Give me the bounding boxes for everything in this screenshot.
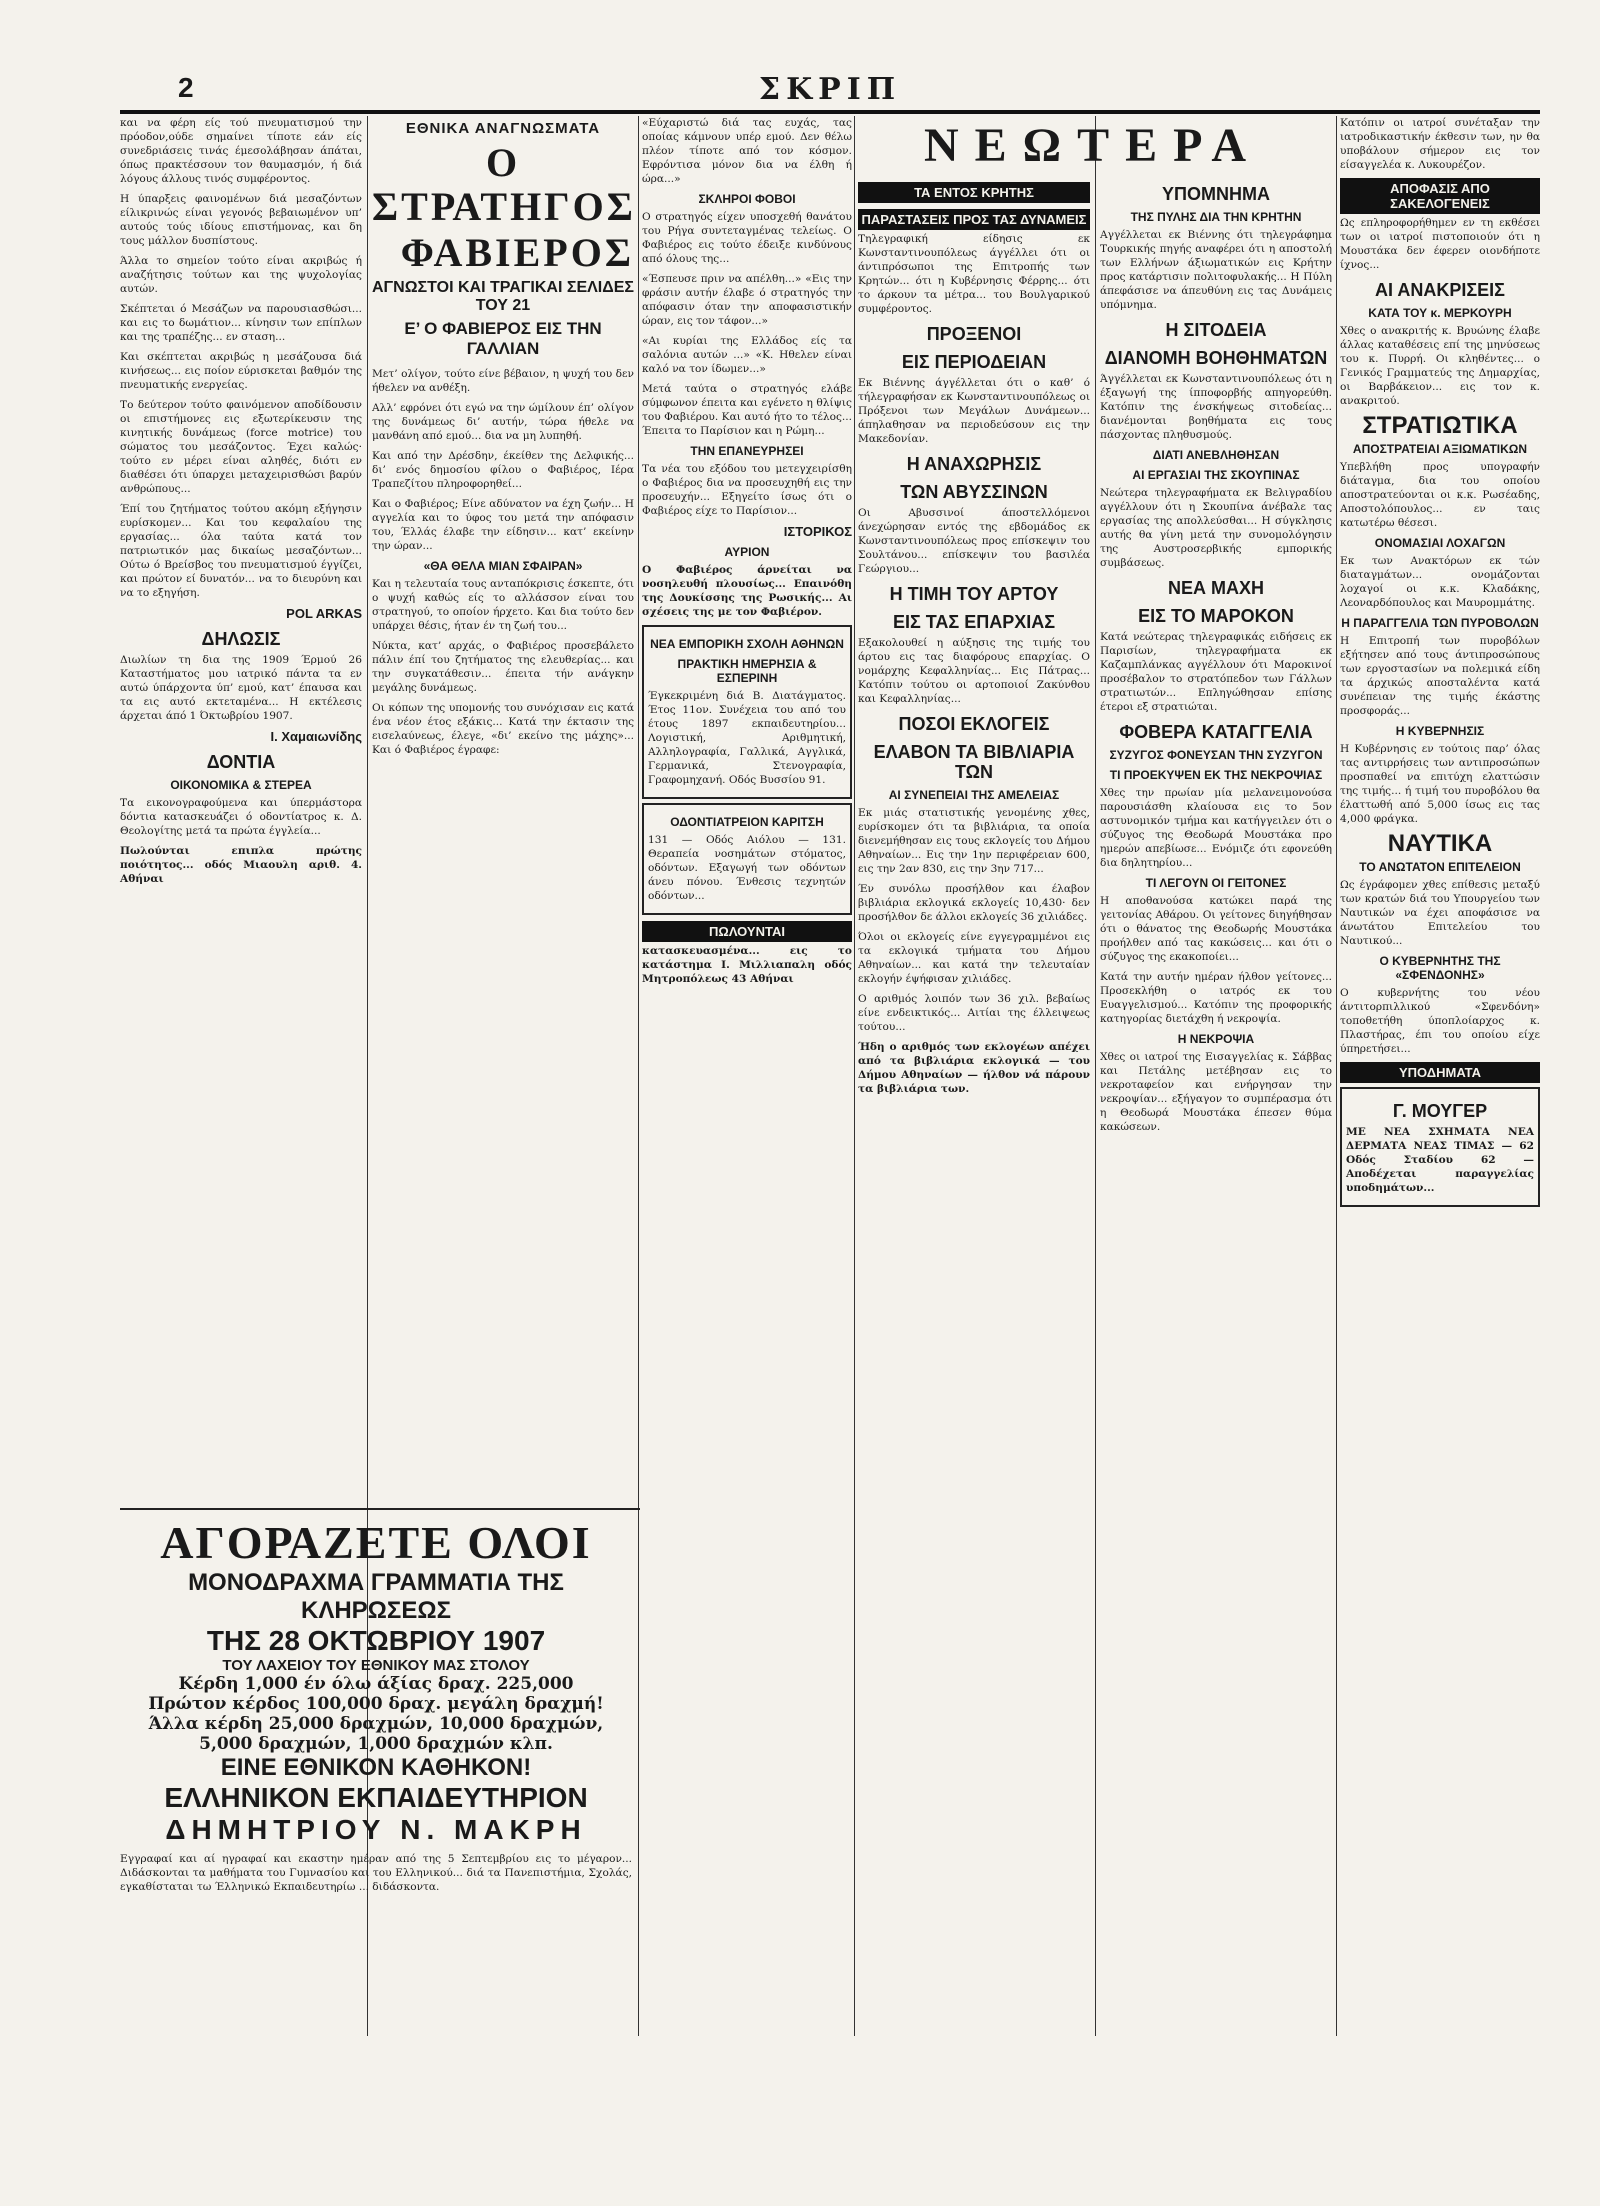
subheadline: ΣΚΛΗΡΟΙ ΦΟΒΟΙ [698, 192, 796, 206]
subheadline: ΔΙΑΤΙ ΑΝΕΒΛΗΘΗΣΑΝ [1152, 448, 1280, 462]
ad-subheadline: ΜΟΝΟΔΡΑΧΜΑ ΓΡΑΜΜΑΤΙΑ ΤΗΣ ΚΛΗΡΩΣΕΩΣ [188, 1569, 564, 1624]
column-divider [1336, 116, 1337, 2036]
lottery-ad [120, 1516, 632, 1900]
ad-text: ΜΕ ΝΕΑ ΣΧΗΜΑΤΑ ΝΕΑ ΔΕΡΜΑΤΑ ΝΕΑΣ ΤΙΜΑΣ — 62 Οδός Σταδίου 62 — Αποδέχεται παραγγελίας υποδημάτων... [1346, 1126, 1534, 1194]
body-text: Και ο Φαβιέρος; Είνε αδύνατον να έχη ζωήν... Η αγγελία και το ύφος του μετά την απόφασιν του, Έλλάς έλαβε την είδησιν... κατ’ εκείνην την ώραν... [372, 498, 634, 552]
ad-text: Εγγραφαί και αί ηγραφαί και εκαστην ημέραν από της 5 Σεπτεμβρίου εις το μέγαρον... Διδάσκονται τα μαθήματα του Γυμνασίου και του Ελληνικού... διά τα Πανεπιστήμια, Σχολάς, εγκαθίσταται τω Έλληνικώ Εκπαιδευτηρίω ... διδάσκοντα. [120, 1853, 632, 1893]
headline: ΤΑ ΕΝΤΟΣ ΚΡΗΤΗΣ [858, 182, 1090, 203]
ad-text: κατασκευασμένα... εις το κατάστημα Ι. Μιλλιαπαλη οδός Μητροπόλεως 43 Αθήναι [642, 945, 852, 985]
ad-box [1340, 1087, 1540, 1207]
body-text: Διωλίων τη δια της 1909 Έρμού 26 Καταστήματος μου ιατρικό πάντα τα εν αυτώ ύπάρχοντα ύπ’ εμού, κατ’ έπαυσα και τα εις αυτό εκτεταμένα... Η εκτέλεσις άρχεται άπό 1 Όκτωβρίου 1907. [120, 654, 362, 722]
subheadline: ΑΙ ΣΥΝΕΠΕΙΑΙ ΤΗΣ ΑΜΕΛΕΙΑΣ [888, 788, 1060, 802]
ad-subheadline: ΤΗΣ 28 ΟΚΤΩΒΡΙΟΥ 1907 [206, 1625, 546, 1656]
headline: ΤΩΝ ΑΒΥΣΣΙΝΩΝ [900, 482, 1048, 502]
subheadline: ΟΝΟΜΑΣΙΑΙ ΛΟΧΑΓΩΝ [1374, 536, 1506, 550]
headline: Η ΣΙΤΟΔΕΙΑ [1165, 320, 1267, 340]
body-text: Νύκτα, κατ’ αρχάς, ο Φαβιέρος προσεβάλετο πάλιν έπί του ζητήματος της ελευθερίας... και την συγκατάθεσιν... έπειτα τήν ανάγκην μεγάλης δυνάμεως. [372, 640, 634, 694]
body-text: Και η τελευταία τους ανταπόκρισις έσκεπτε, ότι ο ψυχή καθώς είς το αλλάσσον είναι του στρατηγού, το οποίον ήρχετο. Και δια τούτο δεν υπάρχει θέσις, ήταν έν τη ζωή του... [372, 578, 634, 632]
body-text: Εκ μιάς στατιστικής γενομένης χθες, ευρίσκομεν ότι τα βιβλιάρια, τα οποία διενεμήθησαν εις τους εκλογείς του Δήμου Αθηναίων... Εις την 1ην περιφέρειαν 600, εις την 2αν 830, εις την 3ην 717... [858, 807, 1090, 875]
ad-text: Έγκεκριμένη διά Β. Διατάγματος. Έτος 11ον. Συνέχεια του από του έτους 1897 εκπαιδευτηρίου... Λογιστική, Αριθμητική, Αλληλογραφία, Γαλλικά, Αγγλικά, Γερμανικά, Στενογραφία, Γραφομηχανή. Οδός Βυσσίου 91. [648, 690, 846, 786]
subheadline: ΚΑΤΑ ΤΟΥ κ. ΜΕΡΚΟΥΡΗ [1368, 306, 1512, 320]
ad-text: Πρώτον κέρδος 100,000 δραχ. μεγάλη δραχμή! [148, 1694, 604, 1714]
headline: Η ΑΝΑΧΩΡΗΣΙΣ [906, 454, 1042, 474]
ad-box [642, 803, 852, 915]
body-text: «Έσπευσε πριν να απέλθη...» «Εις την φράσιν αυτήν έλαβε ό στρατηγός την απόφασιν όταν την αποφασιστικήν ώραν, εις τον τάφον...» [642, 273, 852, 327]
section-headline: ΝΕΩΤΕΡΑ [923, 119, 1263, 172]
column-6 [1340, 116, 1540, 2126]
headline: ΕΙΣ ΤΟ ΜΑΡΟΚΟΝ [1138, 606, 1294, 626]
subheadline: Ε’ Ο ΦΑΒΙΕΡΟΣ ΕΙΣ ΤΗΝ ΓΑΛΛΙΑΝ [404, 319, 602, 358]
signature: ΙΣΤΟΡΙΚΟΣ [783, 524, 852, 539]
ad-text: ΤΟΥ ΛΑΧΕΙΟΥ ΤΟΥ ΕΘΝΙΚΟΥ ΜΑΣ ΣΤΟΛΟΥ [222, 1657, 530, 1674]
signature: Ι. Χαμαιωνίδης [270, 729, 362, 744]
signature: POL ARKAS [286, 606, 362, 621]
subheadline: ΤΙ ΛΕΓΟΥΝ ΟΙ ΓΕΙΤΟΝΕΣ [1145, 876, 1287, 890]
subheadline: ΣΥΖΥΓΟΣ ΦΟΝΕΥΣΑΝ ΤΗΝ ΣΥΖΥΓΟΝ [1109, 748, 1323, 762]
body-text: Τα νέα του εξόδου του μετεγχειρίσθη ο Φαβιέρος δια να προσευχηθή εις την προσευχήν... Εξηγείτο ίσως ότι ο Φαβιέρος είχε το Παρίσιον... [642, 463, 852, 517]
column-3 [642, 116, 852, 2126]
body-text: Χθες οι ιατροί της Εισαγγελίας κ. Σάββας και Πετάλης μετέβησαν εις το νεκροταφείον και ενήργησαν την νεκροψίαν... εξήγαγον το συμπέρασμα ότι η Θεοδωρά Μουστάκα έπεσεν θύμα κακώσεων. [1100, 1051, 1332, 1133]
body-text: Ως επληροφορήθημεν εν τη εκθέσει των οι ιατροί πιστοποιούν ότι η Μουστάκα δεν έφερεν οιονδήποτε ίχνος... [1340, 217, 1540, 271]
body-text: Και σκέπτεται ακριβώς η μεσάζουσα διά κινήσεως... εις ποίον εύρισκεται βαθμόν της πνευματικής ενεργείας. [120, 351, 362, 391]
ad-text: 5,000 δραχμών, 1,000 δραχμών κλπ. [199, 1734, 553, 1754]
body-text: Έπί του ζητήματος τούτου ακόμη εξήγησιν ευρίσκομεν... Και του κεφαλαίου της εργασίας... όλα ταύτα κατά τον πατριωτικόν μας δικαίως μεσαζόντων... Ούτω ό Βρείσβος του πνευματισμού έγγίζει, και πρώτον εί δυνατόν... να το διευρύνη και να το εξηγήση. [120, 503, 362, 599]
page-number: 2 [178, 72, 194, 103]
body-text: Ο στρατηγός είχεν υποσχεθή θανάτου του Ρήγα συντεταγμένας τελείως. Ο Φαβιέρος εις τούτο έδειξε κινδύνους από όλους της... [642, 211, 852, 265]
headline: ΑΙ ΑΝΑΚΡΙΣΕΙΣ [1375, 280, 1505, 300]
body-text: Η ύπαρξεις φαινομένων διά μεσαζόντων είλικρινώς είναι γεγονός βεβαιωμένον υπ’ αυτούς τούς ιδίους επιστήμονας, και δη τους μάλλον δυσπίστους. [120, 193, 362, 247]
headline: ΕΙΣ ΠΕΡΙΟΔΕΙΑΝ [901, 352, 1047, 372]
column-5 [1100, 176, 1332, 2126]
body-text: Υπεβλήθη προς υπογραφήν διάταγμα, δια του οποίου αποστρατεύονται οι κ.κ. Ρωσέαδης, Αποστολόπουλος... εν ταις κατωτέρω θέσεσι. [1340, 461, 1540, 529]
headline: ΕΛΑΒΟΝ ΤΑ ΒΙΒΛΙΑΡΙΑ ΤΩΝ [873, 742, 1075, 782]
body-text: Ο κυβερνήτης του νέου άντιτορπιλλικού «Σφενδόνη» τοποθετήθη ύποπλοίαρχος κ. Πλαστήρας, έπι του οποίου είχε ύπηρετήσει... [1340, 987, 1540, 1055]
main-headline: Ο ΣΤΡΑΤΗΓΟΣ [372, 140, 636, 229]
headline: ΝΑΥΤΙΚΑ [1387, 830, 1493, 857]
headline: ΣΤΡΑΤΙΩΤΙΚΑ [1362, 412, 1518, 439]
subheadline: «ΘΑ ΘΕΛΑ ΜΙΑΝ ΣΦΑΙΡΑΝ» [423, 559, 583, 573]
body-text: Οι κόπων της υπομονής του συνόχισαν εις κατά ένα νέον έτος εξάκις... Κατά την έκτασιν της εισελαύνεως, έλεγε, «δι’ εκείνο της μάχης»... Και ό Φαβιέρος έγραφε: [372, 702, 634, 756]
body-text: Τηλεγραφική είδησις εκ Κωνσταντινουπόλεως άγγέλλει ότι οι άντιπρόσωποι της Επιτροπής των Κρητών... ότι η Κυβέρνησις Φέρρης... ότι το άρκουν τα μέτρα... του Βουλγαρικού συμφέροντος. [858, 233, 1090, 315]
headline: ΑΠΟΦΑΣΙΣ ΑΠΟ ΣΑΚΕΛΟΓΕΝΕΙΣ [1340, 178, 1540, 214]
ad-title: Γ. ΜΟΥΓΕΡ [1392, 1101, 1488, 1121]
body-text: «Εύχαριστώ διά τας ευχάς, τας οποίας κάμνουν υπέρ εμού. Δεν θέλω πλέον τίποτε από τον κόσμον. Εφρόντισα μόνον δια να έλθη ή ώρα...» [642, 117, 852, 185]
main-headline: ΦΑΒΙΕΡΟΣ [400, 230, 634, 275]
column-2 [372, 116, 634, 1506]
body-text: Όλοι οι εκλογείς είνε εγγεγραμμένοι εις τα εκλογικά τμήματα του Δήμου Αθηναίων... και κατά την τελευταίαν εκλογήν έψήφισαν χιλιάδες. [858, 931, 1090, 985]
body-text: Κατόπιν οι ιατροί συνέταξαν την ιατροδικαστικήν έκθεσιν των, ην θα υποβάλουν σήμερον εις τον είσαγγελέα κ. Λυκουρέζον. [1340, 117, 1540, 171]
headline: ΠΟΣΟΙ ΕΚΛΟΓΕΙΣ [898, 714, 1050, 734]
body-text: Αλλ’ εφρόνει ότι εγώ να την ώμίλουν έπ’ ολίγον της δυνάμεως δι’ αυτήν, τώρα ήθελε να μανθάνη από εμού... δια να μη λυπηθή. [372, 402, 634, 442]
ad-text: Κέρδη 1,000 έν όλω άξίας δραχ. 225,000 [178, 1674, 574, 1694]
body-text: Μετ’ ολίγον, τούτο είνε βέβαιον, η ψυχή του δεν ήθελεν να ανθέξη. [372, 368, 634, 394]
ad-title: ΠΩΛΟΥΝΤΑΙ [642, 921, 852, 942]
ad-subheadline: ΕΙΝΕ ΕΘΝΙΚΟΝ ΚΑΘΗΚΟΝ! [220, 1754, 532, 1781]
body-text: Το δεύτερον τούτο φαινόμενον αποδίδουσιν οι επιστήμονες εις εξωτερίκευσιν της κινητικής δυνάμεως (force motrice) του σώματος του μεσάζοντος. Έχει καλώς· τούτο εν μέρει είναι αληθές, διότι εν διαθέσει ότι ύπαρχει μεταχειρισθώσι βαρύν ανθρώπους... [120, 399, 362, 495]
subheadline: ΑΠΟΣΤΡΑΤΕΙΑΙ ΑΞΙΩΜΑΤΙΚΩΝ [1352, 442, 1528, 456]
body-text: Ήδη ο αριθμός των εκλογέων απέχει από τα βιβλιάρια εκλογικά — του Δήμου Αθηναίων — ήλθον νά πάρουν τα βιβλιάρια των. [858, 1041, 1090, 1095]
headline: Η ΤΙΜΗ ΤΟΥ ΑΡΤΟΥ [889, 584, 1059, 604]
subheadline: Η ΝΕΚΡΟΨΙΑ [1177, 1032, 1255, 1046]
ad-title: ΟΔΟΝΤΙΑΤΡΕΙΟΝ ΚΑΡΙΤΣΗ [670, 815, 824, 829]
subheadline: ΑΙ ΕΡΓΑΣΙΑΙ ΤΗΣ ΣΚΟΥΠΙΝΑΣ [1132, 468, 1300, 482]
body-text: Η Κυβέρνησις εν τούτοις παρ’ όλας τας αντιρρήσεις των αντιπροσώπων προσπαθεί να επιτύχη ελαττώσιν της τιμής... ή τιμή του πυροβόλου θα έλαττωθή από 5,000 ίσως εις τας 4,000 φράγκα. [1340, 743, 1540, 825]
ad-text: Άλλα κέρδη 25,000 δραχμών, 10,000 δραχμών, [148, 1714, 604, 1734]
column-divider [638, 116, 639, 2036]
body-text: Σκέπτεται ό Μεσάζων να παρουσιασθώσι... και εις το δωμάτιον... κίνησιν των επίπλων και της τραπέζης... εν σταση... [120, 303, 362, 343]
ad-text: 131 — Οδός Αιόλου — 131. Θεραπεία νοσημάτων στόματος, οδόντων. Εξαγωγή των οδόντων άνευ πόνου. Ένθεσις τεχνητών οδόντων... [648, 834, 846, 902]
subheadline: ΤΗΣ ΠΥΛΗΣ ΔΙΑ ΤΗΝ ΚΡΗΤΗΝ [1130, 210, 1302, 224]
headline: ΦΟΒΕΡΑ ΚΑΤΑΓΓΕΛΙΑ [1119, 722, 1313, 742]
body-text: και να φέρη είς τού πνευματισμού την πρόοδον,ούδε σημαίνει τίποτε εάν είς συνεδριάσεις τινάς έμεσολάβησαν άπάται, όπως πρακτέσσουν τον θαυμασμόν, ή διά λόγους άλλους τινός συμφέροντος. [120, 117, 362, 185]
headline: ΥΠΟΔΗΜΑΤΑ [1340, 1062, 1540, 1083]
headline: ΥΠΟΜΝΗΜΑ [1162, 184, 1270, 204]
headline: ΠΡΟΞΕΝΟΙ [926, 324, 1022, 344]
headline: ΔΟΝΤΙΑ [206, 752, 276, 772]
body-text: Οι Αβυσσινοί άποστελλόμενοι άνεχώρησαν εντός της εβδομάδος εκ Κωνσταντινουπόλεως προς επίσκεψιν του Σουλτάνου... επίσκεψιν του βασιλέα Γεώργιου... [858, 507, 1090, 575]
body-text: Εκ των Ανακτόρων εκ τών διαταγμάτων... ονομάζονται λοχαγοί οι κ.κ. Κλαδάκης, Λεοναρδόπουλος και Μαυρομμάτης. [1340, 555, 1540, 609]
body-text: Νεώτερα τηλεγραφήματα εκ Βελιγραδίου αγγέλλουν ότι η Σκουπίνα άνέβαλε τας εργασίας της απολλεύσθαι... Η σύγκλησις αυτής θα γίνη μετά την συνομολόγησιν της Αυστροσερβικής εμπορικής συμβάσεως. [1100, 487, 1332, 569]
headline: ΝΕΑ ΜΑΧΗ [1167, 578, 1264, 598]
body-text: Πωλούνται επιπλα πρώτης ποιότητος... οδός Μιαουλη αριθ. 4. Αθήναι [120, 845, 362, 885]
subheadline: ΟΙΚΟΝΟΜΙΚΑ & ΣΤΕΡΕΑ [170, 778, 312, 792]
body-text: Εξακολουθεί η αύξησις της τιμής του άρτου εις τας διαφόρους επαρχίας. Ο νομάρχης Κεφαλληνίας... Εις Πάτρας... Κατόπιν τούτου οι αρτοποιοί Ζακύνθου και Κεφαλληνίας... [858, 637, 1090, 705]
subheadline: ΑΓΝΩΣΤΟΙ ΚΑΙ ΤΡΑΓΙΚΑΙ ΣΕΛΙΔΕΣ ΤΟΥ 21 [372, 279, 635, 314]
section-label: ΕΘΝΙΚΑ ΑΝΑΓΝΩΣΜΑΤΑ [405, 120, 601, 137]
newspaper-name: ΣΚΡΙΠ [758, 72, 902, 107]
body-text: Χθες την πρωίαν μία μελανειμονούσα παρουσιάσθη κλαίουσα εις το 5ον αστυνομικόν τμήμα και κατήγγειλεν ότι ο σύζυγος της Θεοδωρά Μουστάκα προ ημερών απεβίωσε... Ενόμιζε ότι εφονεύθη δια δηλητηρίου... [1100, 787, 1332, 869]
ad-title: ΝΕΑ ΕΜΠΟΡΙΚΗ ΣΧΟΛΗ ΑΘΗΝΩΝ [650, 637, 844, 651]
body-text: Εκ Βιέννης άγγέλλεται ότι ο καθ’ ό τήλεγραφήσαν εκ Κωνσταντινουπόλεως οι Πρόξενοι των Μεγάλων Δυνάμεων... άπηλαθησαν να περιοδεύσουν εις την Μακεδονίαν. [858, 377, 1090, 445]
ad-box [642, 625, 852, 799]
body-text: Άγγέλλεται εκ Κωνσταντινουπόλεως ότι η έξαγωγή της ίπποφορβής απηγορεύθη. Κατόπιν της ένσκήψεως σιτοδείας... διανέμονται βοηθήματα εις τους πάσχοντας πληθυσμούς. [1100, 373, 1332, 441]
divider [120, 1508, 640, 1510]
column-divider [854, 116, 855, 2036]
ad-headline: ΕΛΛΗΝΙΚΟΝ ΕΚΠΑΙΔΕΥΤΗΡΙΟΝ [164, 1782, 588, 1813]
headline: ΕΙΣ ΤΑΣ ΕΠΑΡΧΙΑΣ [892, 612, 1056, 632]
subheadline: ΤΟ ΑΝΩΤΑΤΟΝ ΕΠΙΤΕΛΕΙΟΝ [1359, 860, 1521, 874]
body-text: Άλλα το σημείον τούτο είναι ακριβώς ή αναζήτησις τούτων και της ψυχολογίας αυτών. [120, 255, 362, 295]
body-text: Κατά την αυτήν ημέραν ήλθον γείτονες... Προσεκλήθη ο ιατρός εκ του Ευαγγελισμού... Κατόπιν της προφορικής κατηγορίας διετάχθη ή νεκροψία. [1100, 971, 1332, 1025]
body-text: Ως έγράφομεν χθες επίθεσις μεταξύ των κρατών διά του Υπουργείου των Ναυτικών να έχει αποφάσισε να άνωτάτου Επιτελείου του Ναυτικού... [1340, 879, 1540, 947]
subheadline: ΑΥΡΙΟΝ [724, 545, 770, 559]
top-rule [120, 110, 1540, 114]
subheadline: ΤΗΝ ΕΠΑΝΕΥΡΗΣΕΙ [690, 444, 804, 458]
body-text: Τα εικονογραφούμενα και ύπερμάστορα δόντια κατασκευάζει ό οδοντίατρος κ. Δ. Θεολογίτης μετά τα πρώτα έγγλεία... [120, 797, 362, 837]
headline: ΠΑΡΑΣΤΑΣΕΙΣ ΠΡΟΣ ΤΑΣ ΔΥΝΑΜΕΙΣ [858, 209, 1090, 230]
headline: ΔΙΑΝΟΜΗ ΒΟΗΘΗΜΑΤΩΝ [1104, 348, 1328, 368]
body-text: Χθες ο ανακριτής κ. Βρυώνης έλαβε άλλας καταθέσεις επί της μηνύσεως του κ. Πυρρή. Οι κληθέντες... ο Γενικός Γραμματεύς της Δημαρχίας, οι Βαρβάκειον... εις τον κ. ανακριτού. [1340, 325, 1540, 407]
column-divider [1095, 116, 1096, 2036]
ad-headline: ΑΓΟΡΑΖΕΤΕ ΟΛΟΙ [160, 1517, 592, 1568]
body-text: Και από την Δρέσδην, έκείθεν της Δελφικής... δι’ ενός δημοσίου φίλου ο Φαβιέρος, Ιέρα Τραπεζίτου πληροφορηθεί... [372, 450, 634, 490]
body-text: Κατά νεώτερας τηλεγραφικάς ειδήσεις εκ Παρισίων, τηλεγραφήματα εκ Καζαμπλάνκας αγγέλλουν ότι Μαροκινοί προσέβαλον το στρατόπεδον των Γάλλων στρατιωτών... Επληγώθησαν επίσης έτεροι εξ στρατιώται. [1100, 631, 1332, 713]
subheadline: Η ΚΥΒΕΡΝΗΣΙΣ [1395, 724, 1485, 738]
subheadline: Η ΠΑΡΑΓΓΕΛΙΑ ΤΩΝ ΠΥΡΟΒΟΛΩΝ [1341, 616, 1539, 630]
body-text: Έν συνόλω προσήλθον και έλαβον βιβλιάρια εκλογικά εκλογείς 10,430· δεν προσήλθον δε άλλοι εκλογείς 36 χιλιάδες. [858, 883, 1090, 923]
headline: ΔΗΛΩΣΙΣ [201, 629, 281, 649]
body-text: Η αποθανούσα κατώκει παρά της γειτονίας Αθάρου. Οι γείτονες διηγήθησαν ότι ο θάνατος της Θεοδωρής Μουστάκα προήλθεν από τας κακώσεις... και ότι ο σύζυγος της εκακοποίει... [1100, 895, 1332, 963]
ad-subtitle: ΠΡΑΚΤΙΚΗ ΗΜΕΡΗΣΙΑ & ΕΣΠΕΡΙΝΗ [677, 657, 817, 685]
ad-headline: ΔΗΜΗΤΡΙΟΥ Ν. ΜΑΚΡΗ [165, 1814, 587, 1845]
body-text: Ο αριθμός λοιπόν των 36 χιλ. βεβαίως είνε ενδεικτικός... Αιτίαι της έλλειψεως τούτου... [858, 993, 1090, 1033]
column-1 [120, 116, 362, 1506]
body-text: Ο Φαβιέρος άρνείται να νοσηλευθή πλουσίως... Επαινόθη της Δουκίσσης της Ρωσικής... Αι σχέσεις της με τον Φαβιέρον. [642, 564, 852, 618]
subheadline: Ο ΚΥΒΕΡΝΗΤΗΣ ΤΗΣ «ΣΦΕΝΔΟΝΗΣ» [1379, 954, 1501, 982]
body-text: Η Επιτροπή των πυροβόλων εξήτησεν από τους άντιπροσώπους των εργοστασίων να πολεμικά είδη τα άρχικώς αποσταλέντα κατά συνέπειαν της τιμής έκάστης προσφοράς... [1340, 635, 1540, 717]
body-text: Αγγέλλεται εκ Βιέννης ότι τηλεγράφημα Τουρκικής πηγής αναφέρει ότι η αποστολή των Ελλήνων άξιωματικών εις Κρήτην προς κατάρτισιν πολιτοφυλακής... Η Πύλη άπεφάσισε να άπευθύνη εις τας Δυνάμεις υπόμνημα. [1100, 229, 1332, 311]
body-text: «Αι κυρίαι της Ελλάδος είς τα σαλόνια αυτών ...» «Κ. Ηθελεν είναι καλό να τον ίδωμεν...» [642, 335, 852, 375]
body-text: Μετά ταύτα ο στρατηγός ελάβε σύμφωνον έπειτα και εγένετο η θλίψις του Φαβιέρου. Και αυτό ήτο το τέλος... Έπειτα το Παρίσιον και η Ρώμη... [642, 383, 852, 437]
subheadline: ΤΙ ΠΡΟΕΚΥΨΕΝ ΕΚ ΤΗΣ ΝΕΚΡΟΨΙΑΣ [1109, 768, 1323, 782]
masthead [120, 72, 1540, 112]
